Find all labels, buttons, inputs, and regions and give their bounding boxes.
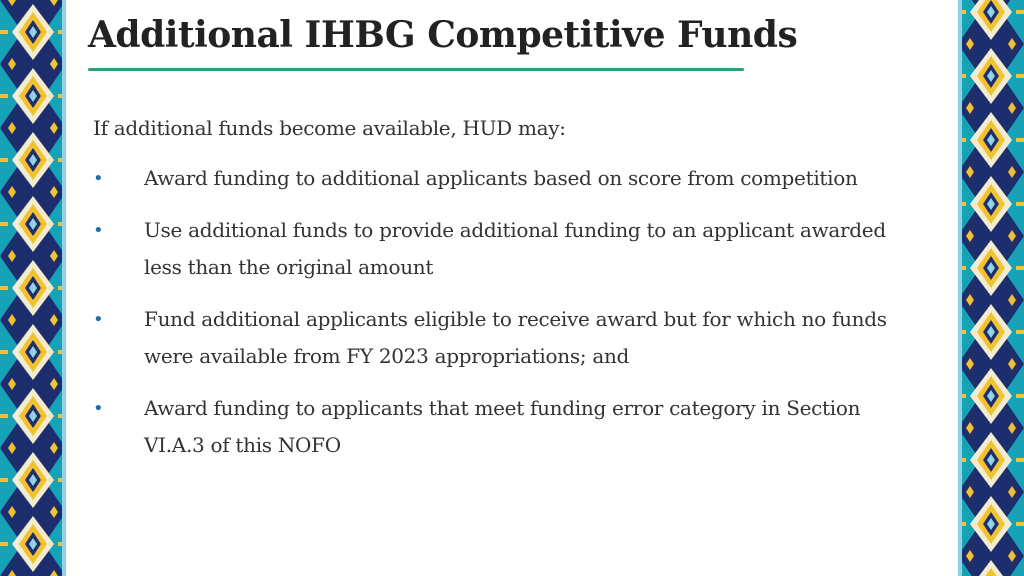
intro-text: If additional funds become available, HUD may: (93, 116, 566, 140)
bullet-item (93, 160, 913, 197)
bullet-text: Award funding to applicants that meet funding error category in Section VI.A.3 of this NOFO (144, 396, 861, 457)
bullet-dot-icon: • (93, 220, 104, 241)
bullet-dot-icon: • (93, 398, 104, 419)
title-underline (88, 68, 744, 71)
bullet-item (93, 301, 913, 375)
bullet-text: Fund additional applicants eligible to receive award but for which no funds were available from FY 2023 appropriations; and (144, 307, 887, 368)
bullet-list (93, 160, 913, 479)
bullet-text: Award funding to additional applicants based on score from competition (144, 166, 858, 190)
bullet-dot-icon: • (93, 309, 104, 330)
bullet-item (93, 212, 913, 286)
slide-title: Additional IHBG Competitive Funds (88, 14, 798, 56)
right-border-pattern (958, 0, 1024, 576)
left-decorative-border (0, 0, 66, 576)
bullet-text: Use additional funds to provide additional funding to an applicant awarded less than the original amount (144, 218, 886, 279)
right-decorative-border (958, 0, 1024, 576)
bullet-dot-icon: • (93, 168, 104, 189)
left-border-pattern (0, 0, 66, 576)
bullet-item (93, 390, 913, 464)
